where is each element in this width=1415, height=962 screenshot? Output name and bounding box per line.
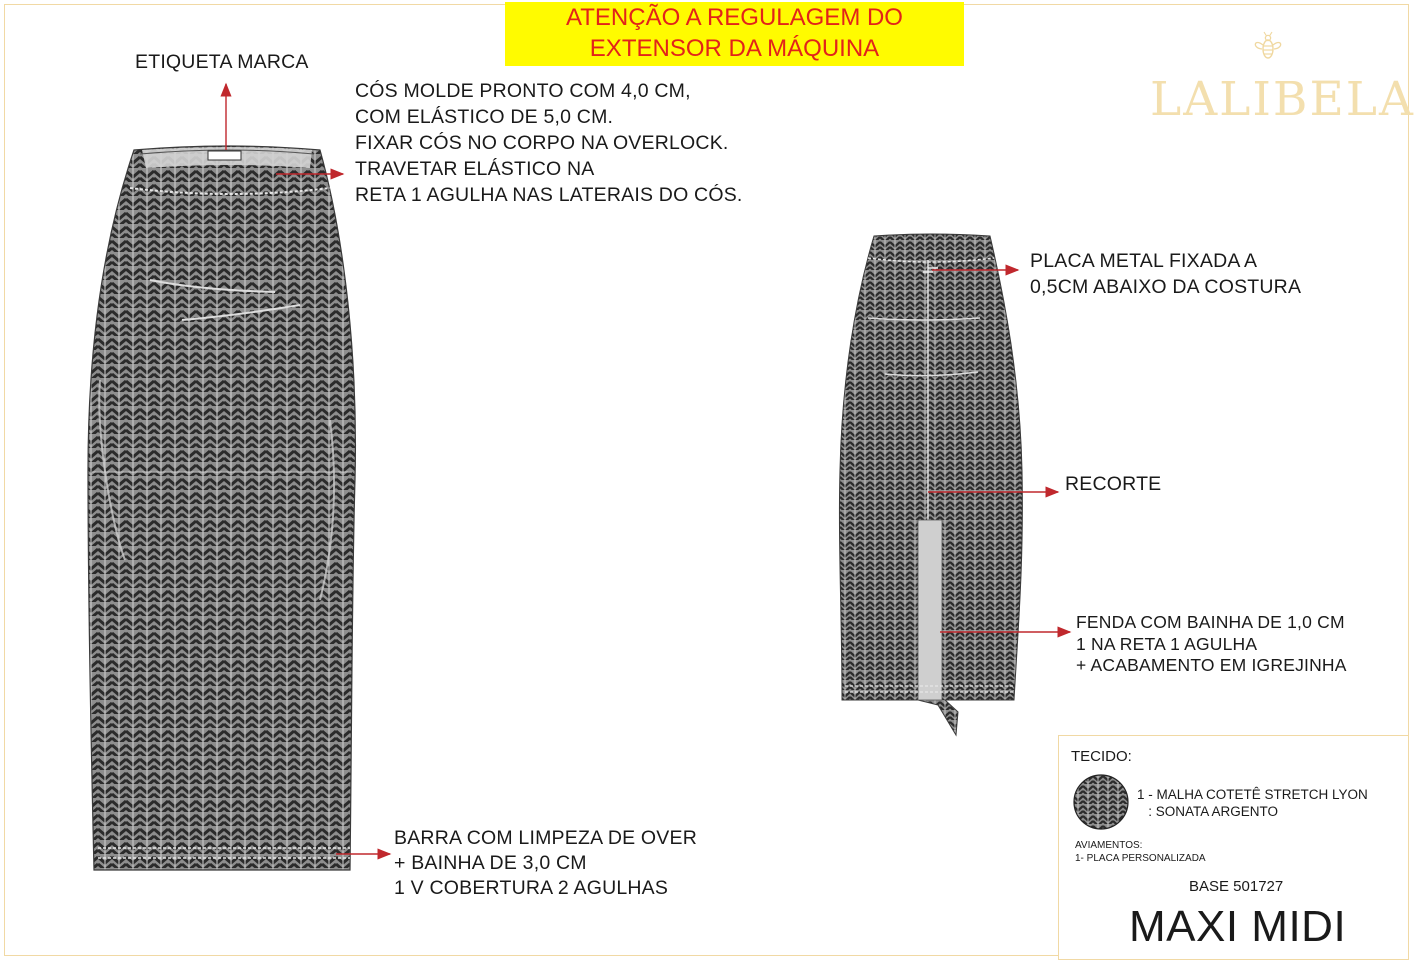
note-placa-line: 0,5CM ABAIXO DA COSTURA <box>1030 276 1302 298</box>
fabric-line: : SONATA ARGENTO <box>1137 804 1279 819</box>
note-cos-line: CÓS MOLDE PRONTO COM 4,0 CM, <box>355 80 691 102</box>
note-placa-line: PLACA METAL FIXADA A <box>1030 250 1258 272</box>
warning-line-1: ATENÇÃO A REGULAGEM DO <box>566 4 903 31</box>
note-cos-line: RETA 1 AGULHA NAS LATERAIS DO CÓS. <box>355 184 743 206</box>
note-cos-line: TRAVETAR ELÁSTICO NA <box>355 158 595 180</box>
brand-logo: LALIBELA <box>1150 72 1415 127</box>
note-barra <box>394 826 697 901</box>
aviamentos-line: 1- PLACA PERSONALIZADA <box>1075 852 1206 864</box>
note-fenda-line: FENDA COM BAINHA DE 1,0 CM <box>1076 612 1345 632</box>
warning-line-2: EXTENSOR DA MÁQUINA <box>589 35 880 62</box>
note-cos <box>355 78 743 208</box>
aviamentos-line: AVIAMENTOS: <box>1075 840 1143 851</box>
skirt-back <box>839 234 1022 735</box>
label-recorte: RECORTE <box>1065 473 1162 495</box>
label-etiqueta: ETIQUETA MARCA <box>135 51 309 73</box>
note-fenda <box>1076 612 1347 677</box>
note-barra-line: + BAINHA DE 3,0 CM <box>394 852 587 874</box>
note-placa <box>1030 248 1301 300</box>
skirt-front <box>88 146 355 870</box>
model-title: MAXI MIDI <box>1129 902 1347 951</box>
fabric-line: 1 - MALHA COTETÊ STRETCH LYON <box>1137 787 1368 802</box>
note-fenda-line: 1 NA RETA 1 AGULHA <box>1076 633 1258 654</box>
note-barra-line: 1 V COBERTURA 2 AGULHAS <box>394 877 669 899</box>
note-fenda-line: + ACABAMENTO EM IGREJINHA <box>1076 655 1347 675</box>
aviamentos <box>1075 840 1206 865</box>
knit-swatch-icon <box>1073 774 1129 830</box>
tecido-label: TECIDO: <box>1071 748 1132 765</box>
info-panel <box>1058 735 1409 960</box>
note-cos-line: FIXAR CÓS NO CORPO NA OVERLOCK. <box>355 132 729 154</box>
fabric-description <box>1137 786 1368 820</box>
base-code: BASE 501727 <box>1189 878 1284 895</box>
note-barra-line: BARRA COM LIMPEZA DE OVER <box>394 827 697 849</box>
note-cos-line: COM ELÁSTICO DE 5,0 CM. <box>355 106 614 128</box>
